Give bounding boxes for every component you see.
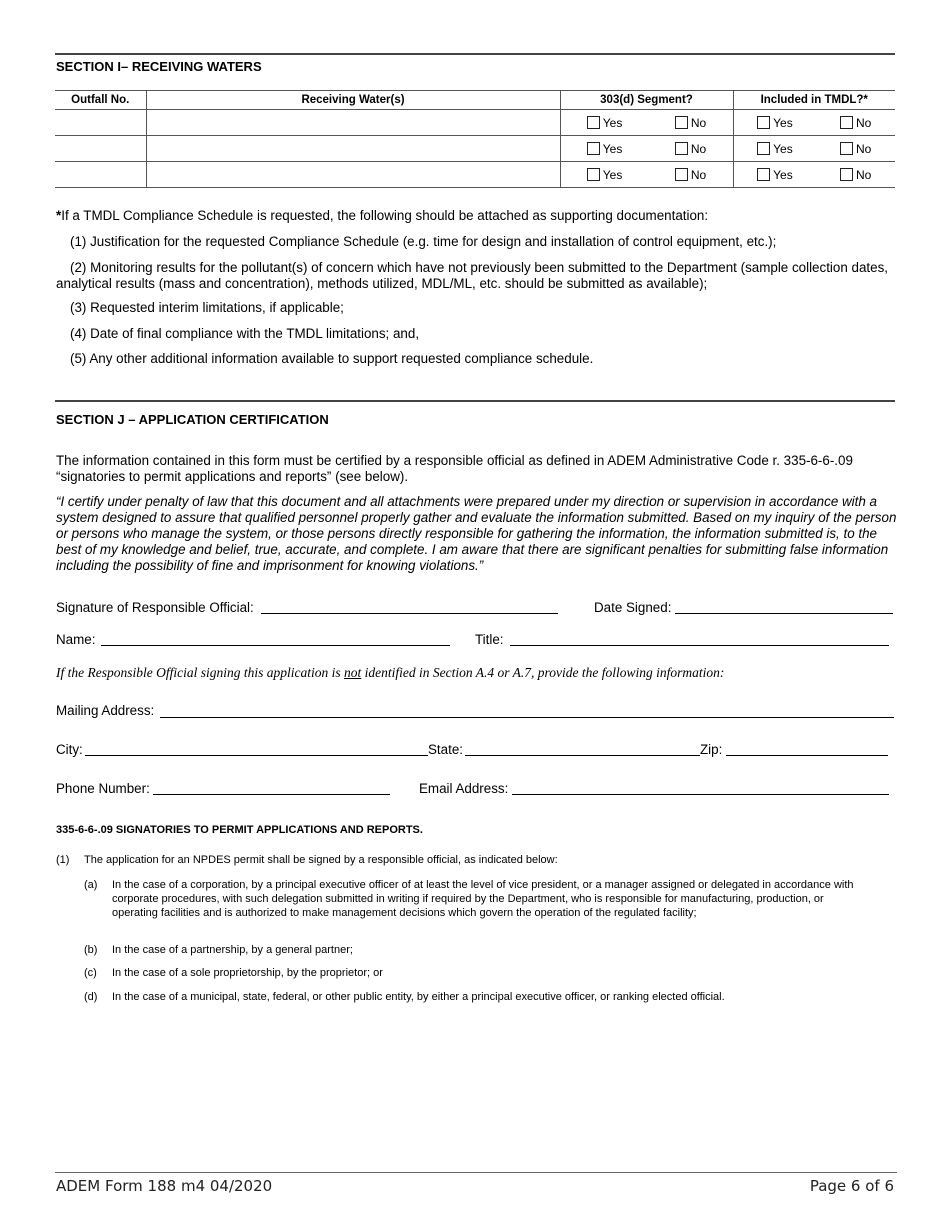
table-row <box>55 162 895 188</box>
state-field[interactable] <box>465 741 700 756</box>
segment-yes-label: Yes <box>602 141 623 156</box>
tmdl-yes-option[interactable] <box>757 142 793 156</box>
email-label: Email Address: <box>419 781 509 796</box>
tmdl-cell <box>733 110 895 136</box>
city-label: City: <box>56 742 83 757</box>
tmdl-yes-option[interactable] <box>757 168 793 182</box>
segment-yes-checkbox[interactable] <box>587 116 600 129</box>
tmdl-yes-label: Yes <box>773 167 793 182</box>
phone-label: Phone Number: <box>56 781 150 796</box>
segment-no-checkbox[interactable] <box>675 168 688 181</box>
note-after: identified in Section A.4 or A.7, provide the following information: <box>361 665 725 680</box>
state-label: State: <box>428 742 463 757</box>
tmdl-cell <box>733 136 895 162</box>
segment-options <box>561 168 733 182</box>
section-i-top-rule <box>55 53 895 55</box>
segment-no-option[interactable] <box>675 116 706 130</box>
segment-yes-option[interactable] <box>587 116 623 130</box>
name-field[interactable] <box>101 631 450 646</box>
segment-yes-checkbox[interactable] <box>587 142 600 155</box>
tmdl-note-intro <box>56 208 708 224</box>
tmdl-options <box>734 116 896 130</box>
mailing-address-field[interactable] <box>160 703 894 718</box>
tmdl-yes-checkbox[interactable] <box>757 142 770 155</box>
segment-yes-label: Yes <box>602 115 623 130</box>
regulation-item-1-num: (1) <box>56 854 70 866</box>
header-included-in-tmdl: Included in TMDL?* <box>733 91 895 110</box>
title-label: Title: <box>475 632 504 647</box>
tmdl-cell <box>733 162 895 188</box>
signature-field[interactable] <box>261 599 558 614</box>
receiving-water-cell[interactable] <box>146 136 560 162</box>
outfall-cell[interactable] <box>55 162 146 188</box>
footer-page-number: Page 6 of 6 <box>809 1177 894 1195</box>
email-field[interactable] <box>512 780 889 795</box>
subitem-a-label: (a) <box>84 879 98 891</box>
tmdl-no-option[interactable] <box>840 168 871 182</box>
segment-cell <box>560 162 733 188</box>
table-row <box>55 136 895 162</box>
tmdl-no-label: No <box>856 141 872 156</box>
section-j-top-rule <box>55 400 895 402</box>
table-row <box>55 110 895 136</box>
footer-rule <box>55 1172 897 1173</box>
regulation-title: 335-6-6-.09 SIGNATORIES TO PERMIT APPLICATIONS AND REPORTS. <box>56 824 423 836</box>
certification-intro: The information contained in this form must be certified by a responsible official as defined in ADEM Administrative Code r. 335-6-6-.09 “signatories to permit applications and reports” (see below). <box>56 453 853 484</box>
tmdl-item-3: (3) Requested interim limitations, if applicable; <box>70 300 344 315</box>
segment-yes-option[interactable] <box>587 142 623 156</box>
responsible-official-note <box>56 665 724 681</box>
tmdl-item-2: (2) Monitoring results for the pollutant(s) of concern which have not previously been submitted to the Department (sample collection dates, analytical results (mass and concentration), methods utilized, MDL/ML, etc. should be submitted as available); <box>56 260 888 291</box>
segment-no-option[interactable] <box>675 142 706 156</box>
city-field[interactable] <box>85 741 428 756</box>
tmdl-no-option[interactable] <box>840 142 871 156</box>
tmdl-item-5: (5) Any other additional information available to support requested compliance schedule. <box>70 351 594 366</box>
signature-label: Signature of Responsible Official: <box>56 600 254 615</box>
tmdl-no-checkbox[interactable] <box>840 116 853 129</box>
tmdl-yes-checkbox[interactable] <box>757 116 770 129</box>
title-field[interactable] <box>510 631 889 646</box>
tmdl-options <box>734 168 896 182</box>
segment-options <box>561 116 733 130</box>
subitem-b-label: (b) <box>84 944 98 956</box>
section-j-title: SECTION J – APPLICATION CERTIFICATION <box>56 412 329 427</box>
tmdl-no-label: No <box>856 115 872 130</box>
segment-options <box>561 142 733 156</box>
regulation-item-1-text: The application for an NPDES permit shall be signed by a responsible official, as indicated below: <box>84 854 558 866</box>
tmdl-yes-label: Yes <box>773 141 793 156</box>
segment-yes-checkbox[interactable] <box>587 168 600 181</box>
segment-no-label: No <box>690 167 707 182</box>
segment-yes-option[interactable] <box>587 168 623 182</box>
date-signed-label: Date Signed: <box>594 600 672 615</box>
certification-statement: “I certify under penalty of law that this document and all attachments were prepared under my direction or supervision in accordance with a system designed to assure that qualified personnel properly gather and evaluate the information submitted. Based on my inquiry of the person or persons who manage the system, or those persons directly responsible for gathering the information, the information submitted is, to the best of my knowledge and belief, true, accurate, and complete. I am aware that there are significant penalties for submitting false information including the possibility of fine and imprisonment for knowing violations.” <box>56 494 897 573</box>
note-underlined: not <box>343 665 362 680</box>
name-label: Name: <box>56 632 96 647</box>
tmdl-no-checkbox[interactable] <box>840 168 853 181</box>
tmdl-item-1: (1) Justification for the requested Compliance Schedule (e.g. time for design and installation of control equipment, etc.); <box>70 234 777 249</box>
tmdl-item-4: (4) Date of final compliance with the TMDL limitations; and, <box>70 326 420 341</box>
subitem-b-text: In the case of a partnership, by a general partner; <box>112 944 353 956</box>
tmdl-options <box>734 142 896 156</box>
tmdl-note-intro-text: If a TMDL Compliance Schedule is requested, the following should be attached as supporting documentation: <box>61 208 709 223</box>
receiving-waters-table <box>55 90 895 188</box>
header-303d-segment: 303(d) Segment? <box>560 91 733 110</box>
outfall-cell[interactable] <box>55 136 146 162</box>
header-outfall: Outfall No. <box>55 91 146 110</box>
tmdl-no-option[interactable] <box>840 116 871 130</box>
phone-field[interactable] <box>153 780 390 795</box>
section-i-title: SECTION I– RECEIVING WATERS <box>56 59 262 74</box>
subitem-d-text: In the case of a municipal, state, federal, or other public entity, by either a principal executive officer, or ranking elected official. <box>112 991 725 1003</box>
date-signed-field[interactable] <box>675 599 893 614</box>
header-receiving-waters: Receiving Water(s) <box>146 91 560 110</box>
tmdl-note-star: * <box>56 208 62 223</box>
segment-cell <box>560 110 733 136</box>
footer-form-id: ADEM Form 188 m4 04/2020 <box>56 1177 273 1195</box>
zip-field[interactable] <box>726 741 888 756</box>
subitem-a-text: In the case of a corporation, by a principal executive officer of at least the level of vice president, or a manager assigned or delegated in accordance with corporate procedures, with such delegation submitted in writing if required by the Department, who is responsible for manufacturing, production, or operating facilities and is authorized to make management decisions which govern the operation of the regulated facility; <box>112 879 854 919</box>
subitem-c-label: (c) <box>84 967 97 979</box>
mailing-address-label: Mailing Address: <box>56 703 155 718</box>
segment-no-label: No <box>690 115 707 130</box>
segment-cell <box>560 136 733 162</box>
subitem-d-label: (d) <box>84 991 98 1003</box>
tmdl-yes-option[interactable] <box>757 116 793 130</box>
zip-label: Zip: <box>700 742 723 757</box>
segment-yes-label: Yes <box>602 167 623 182</box>
receiving-water-cell[interactable] <box>146 162 560 188</box>
segment-no-checkbox[interactable] <box>675 116 688 129</box>
tmdl-no-label: No <box>856 167 872 182</box>
segment-no-checkbox[interactable] <box>675 142 688 155</box>
table-header-row <box>55 91 895 110</box>
subitem-c-text: In the case of a sole proprietorship, by the proprietor; or <box>112 967 383 979</box>
segment-no-label: No <box>690 141 707 156</box>
outfall-cell[interactable] <box>55 110 146 136</box>
tmdl-yes-label: Yes <box>773 115 793 130</box>
note-before: If the Responsible Official signing this application is <box>56 665 344 680</box>
tmdl-yes-checkbox[interactable] <box>757 168 770 181</box>
segment-no-option[interactable] <box>675 168 706 182</box>
receiving-water-cell[interactable] <box>146 110 560 136</box>
tmdl-no-checkbox[interactable] <box>840 142 853 155</box>
